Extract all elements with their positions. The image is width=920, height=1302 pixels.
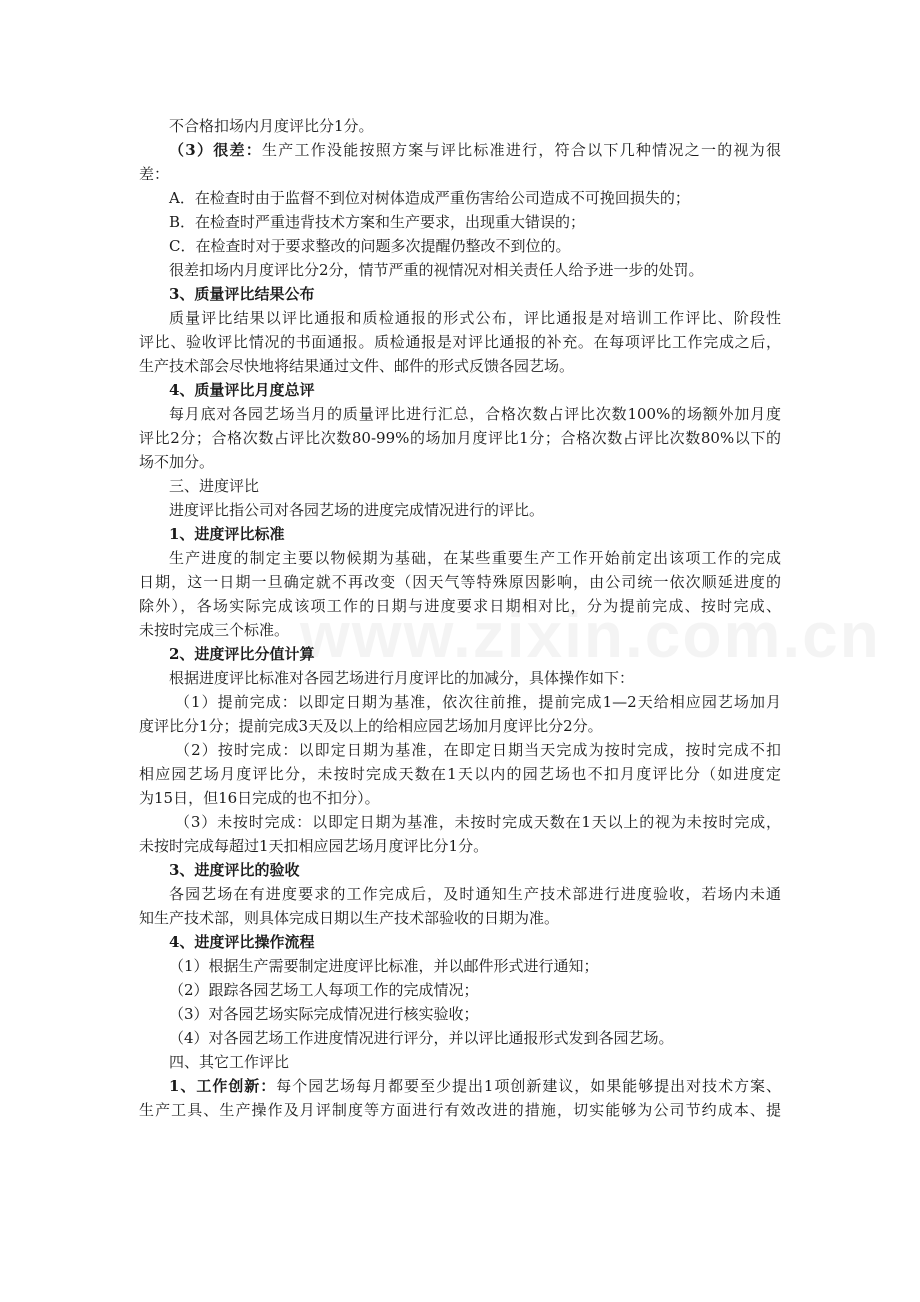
paragraph-fail-deduction: 不合格扣场内月度评比分1分。 bbox=[169, 117, 374, 135]
heading-progress-standard: 1、进度评比标准 bbox=[169, 525, 285, 543]
paragraph-late-1: （3）未按时完成：以即定日期为基准，未按时完成天数在1天以上的视为未按时完成， bbox=[175, 813, 781, 831]
list-item-c: C．在检查时对于要求整改的问题多次提醒仍整改不到位的。 bbox=[169, 237, 571, 255]
paragraph-quality-monthly-2: 评比2分；合格次数占评比次数80-99%的场加月度评比1分；合格次数占评比次数80%以下的 bbox=[139, 429, 781, 447]
flow-item: （4）对各园艺场工作进度情况进行评分，并以评比通报形式发到各园艺场。 bbox=[169, 1029, 674, 1047]
paragraph-ontime-1: （2）按时完成：以即定日期为基准，在即定日期当天完成为按时完成，按时完成不扣 bbox=[175, 741, 781, 759]
paragraph-innovation-2: 生产工具、生产操作及月评制度等方面进行有效改进的措施，切实能够为公司节约成本、提 bbox=[139, 1101, 781, 1119]
paragraph-acceptance-1: 各园艺场在有进度要求的工作完成后，及时通知生产技术部进行进度验收，若场内未通 bbox=[169, 885, 781, 903]
paragraph-quality-publish-2: 评比、验收评比情况的书面通报。质检通报是对评比通报的补充。在每项评比工作完成之后， bbox=[139, 333, 781, 351]
heading-quality-monthly: 4、质量评比月度总评 bbox=[169, 381, 315, 399]
paragraph-quality-publish-3: 生产技术部会尽快地将结果通过文件、邮件的形式反馈各园艺场。 bbox=[139, 357, 575, 375]
paragraph-ontime-2: 相应园艺场月度评比分，未按时完成天数在1天以内的园艺场也不扣月度评比分（如进度定 bbox=[139, 765, 781, 783]
heading-progress-acceptance: 3、进度评比的验收 bbox=[169, 861, 300, 879]
document-body bbox=[139, 114, 781, 1122]
paragraph-early-2: 度评比分1分；提前完成3天及以上的给相应园艺场加月度评比分2分。 bbox=[139, 717, 603, 735]
paragraph-very-poor-cont: 差： bbox=[139, 165, 170, 183]
section-heading-progress: 三、进度评比 bbox=[169, 477, 260, 495]
paragraph-late-2: 未按时完成每超过1天扣相应园艺场月度评比分1分。 bbox=[139, 837, 489, 855]
paragraph-very-poor-deduction: 很差扣场内月度评比分2分，情节严重的视情况对相关责任人给予进一步的处罚。 bbox=[169, 261, 704, 279]
paragraph-progress-score-intro: 根据进度评比标准对各园艺场进行月度评比的加减分，具体操作如下： bbox=[169, 669, 635, 687]
paragraph-ontime-3: 为15日，但16日完成的也不扣分）。 bbox=[139, 789, 380, 807]
innovation-label: 1、工作创新： bbox=[169, 1077, 277, 1095]
paragraph-quality-publish-1: 质量评比结果以评比通报和质检通报的形式公布，评比通报是对培训工作评比、阶段性 bbox=[169, 309, 781, 327]
list-item-b: B．在检查时严重违背技术方案和生产要求，出现重大错误的； bbox=[169, 213, 586, 231]
flow-item: （3）对各园艺场实际完成情况进行核实验收； bbox=[169, 1005, 479, 1023]
flow-item: （1）根据生产需要制定进度评比标准，并以邮件形式进行通知； bbox=[169, 957, 599, 975]
paragraph-progress-standard-2: 日期，这一日期一旦确定就不再改变（因天气等特殊原因影响，由公司统一依次顺延进度的 bbox=[139, 573, 781, 591]
paragraph-progress-standard-3: 除外），各场实际完成该项工作的日期与进度要求日期相对比，分为提前完成、按时完成、 bbox=[139, 597, 781, 615]
paragraph-innovation-1 bbox=[139, 1074, 781, 1098]
heading-progress-score: 2、进度评比分值计算 bbox=[169, 645, 315, 663]
paragraph-progress-standard-1: 生产进度的制定主要以物候期为基础，在某些重要生产工作开始前定出该项工作的完成 bbox=[169, 549, 781, 567]
section-heading-other: 四、其它工作评比 bbox=[169, 1053, 290, 1071]
paragraph-very-poor bbox=[139, 138, 781, 162]
paragraph-early-1: （1）提前完成：以即定日期为基准，依次往前推，提前完成1—2天给相应园艺场加月 bbox=[175, 693, 781, 711]
heading-quality-publish: 3、质量评比结果公布 bbox=[169, 285, 315, 303]
paragraph-progress-intro: 进度评比指公司对各园艺场的进度完成情况进行的评比。 bbox=[169, 501, 545, 519]
flow-item: （2）跟踪各园艺场工人每项工作的完成情况； bbox=[169, 981, 479, 999]
innovation-text: 每个园艺场每月都要至少提出1项创新建议，如果能够提出对技术方案、 bbox=[276, 1077, 781, 1095]
paragraph-progress-standard-4: 未按时完成三个标准。 bbox=[139, 621, 290, 639]
paragraph-quality-monthly-1: 每月底对各园艺场当月的质量评比进行汇总，合格次数占评比次数100%的场额外加月度 bbox=[169, 405, 781, 423]
very-poor-text: 生产工作没能按照方案与评比标准进行，符合以下几种情况之一的视为很 bbox=[261, 141, 781, 159]
paragraph-acceptance-2: 知生产技术部，则具体完成日期以生产技术部验收的日期为准。 bbox=[139, 909, 560, 927]
paragraph-quality-monthly-3: 场不加分。 bbox=[139, 453, 215, 471]
very-poor-label: （3）很差： bbox=[169, 141, 262, 159]
list-item-a: A．在检查时由于监督不到位对树体造成严重伤害给公司造成不可挽回损失的； bbox=[169, 189, 690, 207]
heading-progress-flow: 4、进度评比操作流程 bbox=[169, 933, 315, 951]
